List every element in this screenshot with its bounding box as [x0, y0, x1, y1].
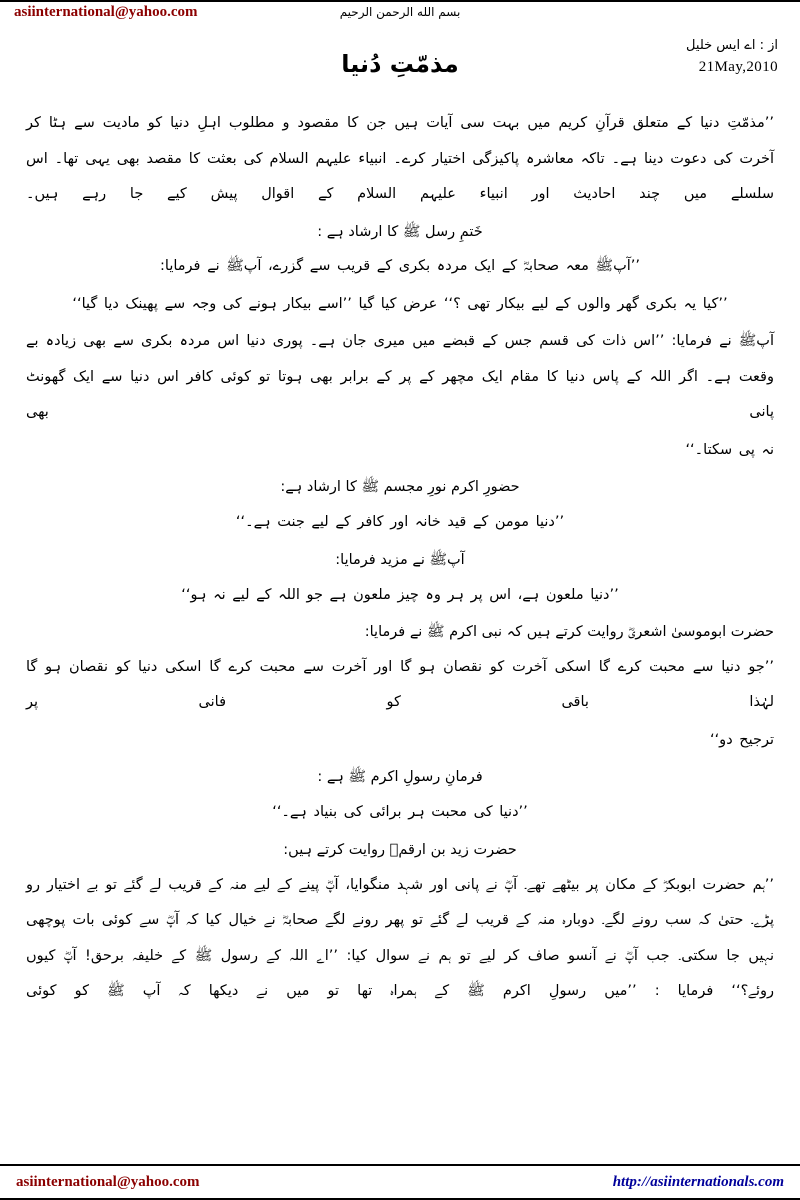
quote-2: ’’کیا یہ بکری گھر والوں کے لیے بیکار تھی ؟‘‘ عرض کیا گیا ’’اسے بیکار ہونے کی وجہ سے پھینک دیا گیا‘‘ [72, 295, 728, 312]
speaker-line-5: فرمانِ رسولِ اکرم ﷺ ہے : [317, 769, 483, 786]
quote-4: ’’دنیا مومن کے قید خانہ اور کافر کے لیے جنت ہے۔‘‘ [235, 514, 565, 531]
speaker-line-2: حضورِ اکرم نورِ مجسم ﷺ کا ارشاد ہے: [280, 479, 520, 496]
speaker-line-3: آپﷺ نے مزید فرمایا: [335, 551, 465, 568]
paragraph-intro: ’’مذمّتِ دنیا کے متعلق قرآنِ کریم میں بہت سی آیات ہیں جن کا مقصود و مطلوب اہلِ دنیا کو مادیت سے ہٹا کر آخرت کی دعوت دینا ہے۔ تاکہ معاشرہ پاکیزگی اختیار کرے۔ انبیاء علیہم السلام کی بعثت کا مقصد بھی یہی تھا۔ اس سلسلے میں چند احادیث اور انبیاء علیہم السلام کے اقوال پیش کیے جا رہے ہیں۔ [26, 115, 774, 203]
document-footer [0, 1164, 800, 1198]
quote-8: ’’ہم حضرت ابوبکرؓ کے مکان پر بیٹھے تھے۔ آپؓ نے پانی اور شہد منگوایا، آپؓ پینے کے لیے منہ کے قریب لے گئے تو بے اختیار رو پڑے۔ حتیٰ کہ سب رونے لگے۔ دوبارہ منہ کے قریب لے گئے تو پھر رونے لگے صحابہؓ نے خیال کیا کہ آپؓ سے کوئی بات پوچھی نہیں جا سکتی۔ جب آپؓ نے آنسو صاف کر لیے تو ہم نے سوال کیا: ’’اے اللہ کے رسول ﷺ کے خلیفہ برحق! آپؓ کیوں روئے؟‘‘ فرمایا : ’’میں رسولِ اکرم ﷺ کے ہمراہ تھا تو میں نے دیکھا کہ آپ ﷺ کو کوئی [26, 876, 774, 1000]
document-header [0, 2, 800, 28]
bismillah-text: بسم الله الرحمن الرحيم [339, 5, 461, 19]
header-email: asiinternational@yahoo.com [14, 4, 198, 20]
author-label: از : اے ایس خلیل [686, 38, 778, 53]
footer-website-link[interactable]: http://asiinternationals.com [612, 1173, 784, 1190]
speaker-line-6: حضرت زید بن ارقمؓ روایت کرتے ہیں: [283, 841, 517, 858]
speaker-line-1: خَتمِ رسل ﷺ کا ارشاد ہے : [317, 223, 483, 240]
quote-6-tail: ترجیح دو‘‘ [709, 731, 774, 748]
speaker-line-4: حضرت ابوموسیٰ اشعریؓ روایت کرتے ہیں کہ نبی اکرم ﷺ نے فرمایا: [364, 624, 774, 641]
quote-5: ’’دنیا ملعون ہے، اس پر ہر وہ چیز ملعون ہے جو اللہ کے لیے نہ ہو‘‘ [181, 586, 619, 603]
quote-6: ’’جو دنیا سے محبت کرے گا اسکی آخرت کو نقصان ہو گا اور آخرت سے محبت کرے گا اسکی دنیا کو نقصان ہو گا لہٰذا باقی کو فانی پر [26, 658, 774, 711]
document-date: 21May,2010 [698, 58, 778, 75]
quote-1: ’’آپﷺ معہ صحابہؓ کے ایک مردہ بکری کے قریب سے گزرے، آپﷺ نے فرمایا: [160, 258, 640, 275]
quote-7: ’’دنیا کی محبت ہر برائی کی بنیاد ہے۔‘‘ [272, 804, 528, 821]
footer-email[interactable]: asiinternational@yahoo.com [16, 1173, 200, 1190]
page-title: مذمّتِ دُنیا [341, 50, 459, 78]
quote-3-tail: نہ پی سکتا۔‘‘ [685, 441, 774, 458]
quote-3: آپﷺ نے فرمایا: ’’اس ذات کی قسم جس کے قبضے میں میری جان ہے۔ پوری دنیا اس مردہ بکری سے بھی زیادہ بے وقعت ہے۔ اگر اللہ کے پاس دنیا کا مقام ایک مچھر کے پر کے برابر بھی ہوتا تو کوئی کافر اس دنیا سے ایک گھونٹ پانی بھی [26, 333, 774, 421]
document-body [0, 106, 800, 1158]
